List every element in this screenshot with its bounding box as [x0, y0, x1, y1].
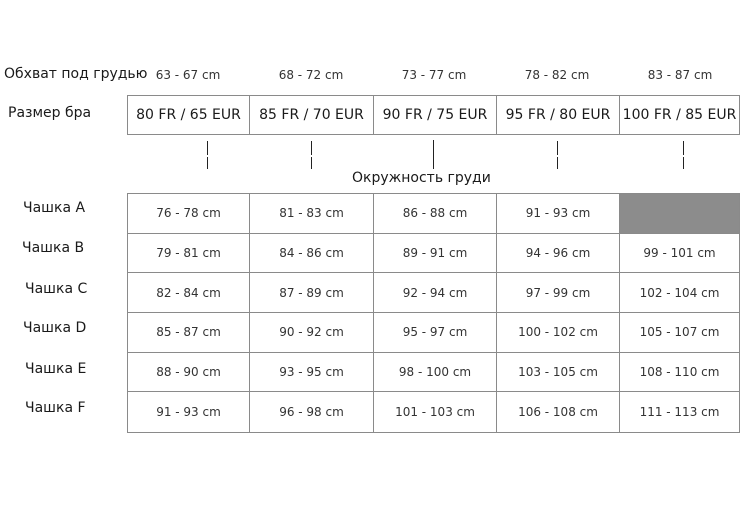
grid-cell: 81 - 83 cm: [250, 194, 374, 234]
grid-cell: 92 - 94 cm: [374, 273, 497, 313]
grid-cell: 94 - 96 cm: [497, 234, 620, 274]
grid-cell: 95 - 97 cm: [374, 313, 497, 353]
grid-cell: 99 - 101 cm: [620, 234, 739, 274]
cup-label: Чашка A: [23, 200, 86, 216]
tick-marker: [683, 141, 684, 155]
grid-cell: 88 - 90 cm: [128, 353, 250, 393]
grid-cell: 91 - 93 cm: [128, 392, 250, 432]
tick-marker: [557, 141, 558, 155]
tick-marker: [557, 157, 558, 169]
grid-cell: 101 - 103 cm: [374, 392, 497, 432]
grid-cell: 87 - 89 cm: [250, 273, 374, 313]
bust-title: Окружность груди: [352, 170, 491, 186]
underbust-range: 83 - 87 cm: [647, 68, 713, 82]
grid-cell: 106 - 108 cm: [497, 392, 620, 432]
underbust-range: 78 - 82 cm: [524, 68, 590, 82]
tick-marker: [311, 141, 312, 155]
grid-cell: 102 - 104 cm: [620, 273, 739, 313]
underbust-range: 63 - 67 cm: [155, 68, 221, 82]
underbust-label: Обхват под грудью: [4, 66, 148, 82]
grid-cell: 86 - 88 cm: [374, 194, 497, 234]
cup-label: Чашка B: [22, 240, 85, 256]
grid-cell: 82 - 84 cm: [128, 273, 250, 313]
tick-marker: [207, 141, 208, 155]
tick-marker: [311, 157, 312, 169]
tick-marker: [207, 157, 208, 169]
bra-size-cell: 95 FR / 80 EUR: [497, 96, 620, 134]
grid-cell: 84 - 86 cm: [250, 234, 374, 274]
grid-cell: 97 - 99 cm: [497, 273, 620, 313]
cup-label: Чашка E: [25, 361, 87, 377]
grid-cell: 105 - 107 cm: [620, 313, 739, 353]
grid-cell: 108 - 110 cm: [620, 353, 739, 393]
grid-cell: 90 - 92 cm: [250, 313, 374, 353]
cup-label: Чашка D: [23, 320, 87, 336]
grid-cell: 98 - 100 cm: [374, 353, 497, 393]
underbust-range: 68 - 72 cm: [278, 68, 344, 82]
grid-cell: 85 - 87 cm: [128, 313, 250, 353]
bra-size-label: Размер бра: [8, 105, 92, 121]
grid-cell: 76 - 78 cm: [128, 194, 250, 234]
bra-size-cell: 100 FR / 85 EUR: [622, 107, 737, 123]
bra-size-cell: 85 FR / 70 EUR: [250, 96, 374, 134]
tick-marker: [433, 140, 434, 169]
grid-cell: 93 - 95 cm: [250, 353, 374, 393]
grid-cell-unavailable: [620, 194, 739, 234]
grid-cell: 96 - 98 cm: [250, 392, 374, 432]
grid-cell: 100 - 102 cm: [497, 313, 620, 353]
bra-size-cell: 90 FR / 75 EUR: [374, 96, 497, 134]
grid-cell: 91 - 93 cm: [497, 194, 620, 234]
grid-cell: 79 - 81 cm: [128, 234, 250, 274]
underbust-range: 73 - 77 cm: [401, 68, 467, 82]
cup-label: Чашка F: [25, 400, 86, 416]
bust-size-grid: [127, 193, 740, 433]
bra-size-table: [127, 95, 740, 135]
tick-marker: [683, 157, 684, 169]
grid-cell: 103 - 105 cm: [497, 353, 620, 393]
grid-cell: 89 - 91 cm: [374, 234, 497, 274]
bra-size-cell: 80 FR / 65 EUR: [128, 96, 250, 134]
grid-cell: 111 - 113 cm: [639, 405, 720, 420]
cup-label: Чашка C: [25, 281, 88, 297]
